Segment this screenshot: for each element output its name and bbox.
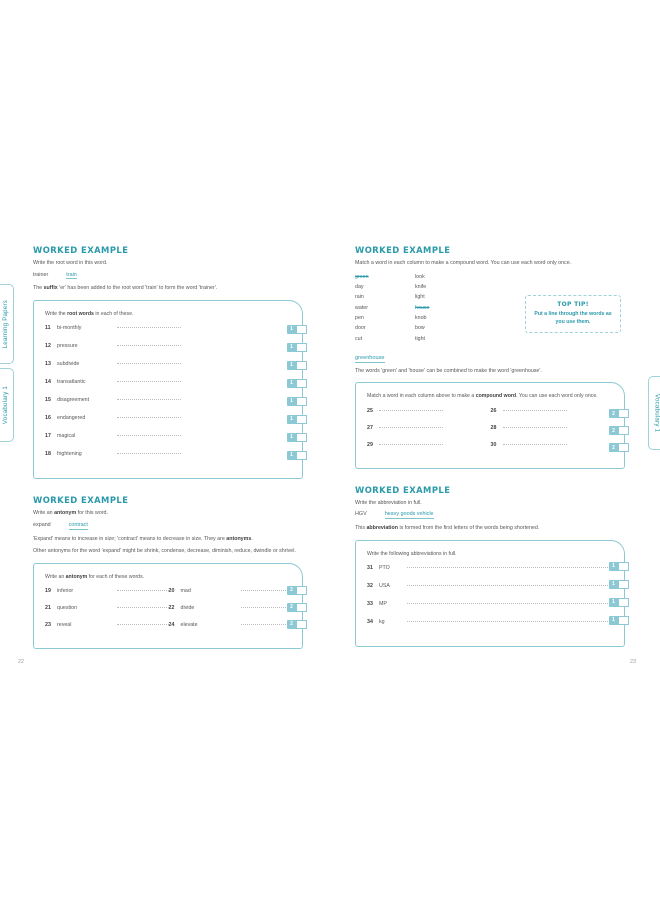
question-number: 11 bbox=[45, 325, 51, 332]
question-cell bbox=[367, 425, 491, 431]
score-tab bbox=[287, 451, 307, 460]
top-tip-body: Put a line through the words as you use them. bbox=[534, 311, 612, 326]
panel-instruction: Write an antonym for each of these words. bbox=[45, 573, 145, 580]
worked-example-answer: greenhouse bbox=[355, 355, 385, 362]
panel-instruction: Write the following abbreviations in full. bbox=[367, 550, 457, 557]
score-mark: 1 bbox=[609, 562, 618, 571]
question-row bbox=[45, 415, 292, 433]
worked-example-heading: WORKED EXAMPLE bbox=[33, 495, 129, 506]
score-tab bbox=[609, 616, 629, 625]
question-row bbox=[45, 433, 292, 451]
question-row bbox=[45, 325, 292, 343]
question-cell bbox=[45, 588, 169, 594]
question-word: frightening bbox=[57, 451, 82, 458]
answer-line[interactable] bbox=[117, 606, 169, 608]
question-row bbox=[45, 605, 292, 622]
right-page-column bbox=[355, 245, 625, 647]
answer-line[interactable] bbox=[503, 426, 567, 428]
score-box[interactable] bbox=[296, 415, 307, 424]
question-word: divide bbox=[180, 605, 195, 612]
answer-line[interactable] bbox=[117, 452, 181, 454]
score-tab bbox=[287, 620, 307, 629]
answer-line[interactable] bbox=[117, 362, 181, 364]
answer-line[interactable] bbox=[117, 623, 169, 625]
score-mark: 2 bbox=[287, 620, 296, 629]
worked-example-explanation: This abbreviation is formed from the first letters of the words being shortened. bbox=[355, 524, 540, 531]
score-tab bbox=[609, 580, 629, 589]
score-mark: 2 bbox=[609, 443, 618, 452]
score-box[interactable] bbox=[296, 325, 307, 334]
side-tab-vocabulary-right-label: Vocabulary 1 bbox=[653, 393, 660, 433]
score-tab bbox=[609, 598, 629, 607]
question-cell bbox=[491, 442, 615, 448]
word-left[interactable]: day bbox=[355, 284, 364, 291]
question-number: 29 bbox=[367, 441, 373, 448]
question-number: 20 bbox=[168, 588, 175, 595]
question-word: mad bbox=[180, 588, 191, 595]
question-cell bbox=[491, 408, 615, 414]
side-tab-learning-papers[interactable] bbox=[0, 284, 14, 364]
score-mark: 1 bbox=[287, 325, 296, 334]
word-pair-row bbox=[355, 272, 625, 282]
score-box[interactable] bbox=[618, 409, 629, 418]
section-root-words bbox=[33, 245, 303, 479]
score-mark: 1 bbox=[609, 580, 618, 589]
question-list bbox=[45, 588, 292, 639]
score-tab bbox=[287, 586, 307, 595]
worked-example-pair bbox=[33, 272, 303, 280]
word-right[interactable]: knife bbox=[415, 284, 427, 291]
word-right[interactable]: house bbox=[415, 304, 430, 311]
question-word: question bbox=[57, 605, 78, 612]
worked-example-instruction: Match a word in each column to make a compound word. You can use each word only once. bbox=[355, 260, 572, 266]
score-box[interactable] bbox=[296, 361, 307, 370]
answer-line[interactable] bbox=[503, 443, 567, 445]
score-mark: 1 bbox=[609, 616, 618, 625]
score-box[interactable] bbox=[296, 379, 307, 388]
worked-example-explanation: The suffix 'er' has been added to the root word 'train' to form the word 'trainer'. bbox=[33, 285, 218, 292]
panel-instruction: Match a word in each column above to make a compound word. You can use each word only once. bbox=[367, 393, 598, 400]
word-left[interactable]: rain bbox=[355, 294, 364, 301]
answer-line[interactable] bbox=[117, 380, 181, 382]
score-tab bbox=[287, 379, 307, 388]
question-number: 34 bbox=[367, 618, 373, 625]
answer-panel-abbreviations bbox=[355, 540, 625, 647]
question-number: 15 bbox=[45, 397, 51, 404]
score-tab bbox=[287, 397, 307, 406]
question-number: 18 bbox=[45, 451, 51, 458]
worked-example-explanation-1: 'Expand' means to increase in size; 'contract' means to decrease in size. They are antonyms. bbox=[33, 535, 253, 542]
score-box[interactable] bbox=[296, 433, 307, 442]
score-mark: 1 bbox=[287, 415, 296, 424]
score-mark: 1 bbox=[287, 379, 296, 388]
question-word: bi-monthly bbox=[57, 325, 82, 332]
question-number: 30 bbox=[490, 441, 497, 448]
worked-example-question: expand bbox=[33, 522, 51, 529]
question-word: PTO bbox=[379, 564, 390, 571]
side-tab-vocabulary-left-label: Vocabulary 1 bbox=[1, 385, 9, 425]
score-box[interactable] bbox=[618, 580, 629, 589]
word-left[interactable]: water bbox=[355, 304, 368, 311]
question-word: disagreement bbox=[57, 397, 90, 404]
score-mark: 1 bbox=[609, 598, 618, 607]
score-tab bbox=[609, 426, 629, 435]
answer-line[interactable] bbox=[379, 409, 443, 411]
question-row bbox=[45, 622, 292, 639]
question-number: 31 bbox=[367, 564, 373, 571]
question-number: 14 bbox=[45, 379, 51, 386]
score-box[interactable] bbox=[618, 616, 629, 625]
score-box[interactable] bbox=[618, 562, 629, 571]
answer-line[interactable] bbox=[407, 602, 614, 604]
word-pair-row bbox=[355, 282, 625, 292]
answer-line[interactable] bbox=[117, 589, 169, 591]
word-right[interactable]: look bbox=[415, 273, 425, 280]
answer-line[interactable] bbox=[241, 589, 293, 591]
answer-panel-antonyms bbox=[33, 563, 303, 649]
side-tab-learning-papers-label: Learning Papers bbox=[1, 299, 9, 349]
top-tip-callout bbox=[525, 295, 621, 333]
answer-line[interactable] bbox=[407, 584, 614, 586]
question-number: 23 bbox=[45, 622, 51, 629]
question-cell bbox=[169, 622, 293, 628]
answer-line[interactable] bbox=[117, 344, 181, 346]
question-word: magical bbox=[57, 433, 76, 440]
question-number: 28 bbox=[490, 424, 497, 431]
worked-example-instruction: Write the root word in this word. bbox=[33, 260, 108, 266]
question-row bbox=[367, 408, 614, 425]
score-mark: 1 bbox=[287, 451, 296, 460]
answer-line[interactable] bbox=[503, 409, 567, 411]
question-list bbox=[367, 565, 614, 637]
word-right[interactable]: knob bbox=[415, 315, 427, 322]
answer-line[interactable] bbox=[241, 606, 293, 608]
question-number: 22 bbox=[168, 605, 175, 612]
worked-example-instruction: Write an antonym for this word. bbox=[33, 510, 108, 517]
question-row bbox=[367, 601, 614, 619]
question-number: 16 bbox=[45, 415, 51, 422]
answer-panel-root-words bbox=[33, 300, 303, 479]
section-antonyms bbox=[33, 495, 303, 649]
question-row bbox=[45, 588, 292, 605]
left-page-column bbox=[33, 245, 303, 649]
question-number: 19 bbox=[45, 588, 51, 595]
worked-example-heading: WORKED EXAMPLE bbox=[33, 245, 129, 255]
word-right[interactable]: tight bbox=[415, 335, 426, 342]
answer-line[interactable] bbox=[407, 566, 614, 568]
score-mark: 1 bbox=[287, 343, 296, 352]
question-row bbox=[45, 397, 292, 415]
question-word: kg bbox=[379, 618, 385, 625]
top-tip-title: TOP TIP! bbox=[557, 301, 589, 308]
worked-example-pair bbox=[33, 522, 303, 530]
question-number: 25 bbox=[367, 407, 373, 414]
question-row bbox=[367, 425, 614, 442]
worked-example-question: HGV bbox=[355, 511, 367, 518]
score-tab bbox=[609, 562, 629, 571]
word-left[interactable]: cut bbox=[355, 335, 363, 342]
question-row bbox=[45, 379, 292, 397]
score-tab bbox=[287, 415, 307, 424]
question-number: 17 bbox=[45, 433, 51, 440]
question-word: inferior bbox=[57, 588, 74, 595]
score-box[interactable] bbox=[618, 443, 629, 452]
score-mark: 2 bbox=[287, 586, 296, 595]
score-box[interactable] bbox=[296, 397, 307, 406]
question-row bbox=[45, 451, 292, 469]
answer-line[interactable] bbox=[117, 326, 181, 328]
section-compound-words bbox=[355, 245, 625, 469]
answer-line[interactable] bbox=[241, 623, 293, 625]
question-list bbox=[45, 325, 292, 469]
score-box[interactable] bbox=[296, 586, 307, 595]
page-number-right: 23 bbox=[630, 659, 636, 665]
question-row bbox=[45, 361, 292, 379]
section-abbreviations bbox=[355, 485, 625, 647]
word-left[interactable]: pen bbox=[355, 315, 364, 322]
score-box[interactable] bbox=[296, 603, 307, 612]
question-cell bbox=[169, 588, 293, 594]
score-mark: 1 bbox=[287, 433, 296, 442]
question-cell bbox=[367, 442, 491, 448]
question-word: elevate bbox=[180, 622, 198, 629]
score-box[interactable] bbox=[618, 598, 629, 607]
answer-line[interactable] bbox=[379, 426, 443, 428]
score-box[interactable] bbox=[296, 451, 307, 460]
worked-example-pair bbox=[355, 511, 625, 519]
question-row bbox=[367, 565, 614, 583]
score-box[interactable] bbox=[296, 343, 307, 352]
worked-example-heading: WORKED EXAMPLE bbox=[355, 245, 451, 255]
worked-example-answer: heavy goods vehicle bbox=[384, 511, 434, 518]
question-cell bbox=[45, 622, 169, 628]
score-mark: 2 bbox=[287, 603, 296, 612]
question-number: 13 bbox=[45, 361, 51, 368]
word-pair-row bbox=[355, 334, 625, 344]
score-box[interactable] bbox=[618, 426, 629, 435]
question-word: USA bbox=[379, 582, 390, 589]
question-cell bbox=[169, 605, 293, 611]
score-tab bbox=[287, 603, 307, 612]
answer-line[interactable] bbox=[407, 620, 614, 622]
worked-example-answer: contract bbox=[68, 522, 88, 529]
question-row bbox=[367, 583, 614, 601]
question-number: 33 bbox=[367, 600, 373, 607]
answer-line[interactable] bbox=[117, 398, 181, 400]
score-mark: 1 bbox=[287, 397, 296, 406]
side-tab-vocabulary-left[interactable] bbox=[0, 368, 14, 442]
panel-instruction: Write the root words in each of these. bbox=[45, 310, 134, 317]
question-word: transatlantic bbox=[57, 379, 86, 386]
score-tab bbox=[609, 409, 629, 418]
worked-example-explanation: The words 'green' and 'house' can be combined to make the word 'greenhouse'. bbox=[355, 367, 542, 374]
question-cell bbox=[491, 425, 615, 431]
question-number: 24 bbox=[168, 622, 175, 629]
question-word: endangered bbox=[57, 415, 86, 422]
score-box[interactable] bbox=[296, 620, 307, 629]
answer-line[interactable] bbox=[117, 416, 181, 418]
worked-example-answer: train bbox=[66, 271, 77, 278]
word-left[interactable]: door bbox=[355, 325, 366, 332]
word-left[interactable]: green bbox=[355, 273, 369, 280]
worked-example-heading: WORKED EXAMPLE bbox=[355, 484, 451, 495]
question-row bbox=[367, 619, 614, 637]
question-number: 21 bbox=[45, 605, 51, 612]
worked-example-question: trainer bbox=[33, 271, 49, 278]
score-mark: 2 bbox=[609, 409, 618, 418]
answer-line[interactable] bbox=[379, 443, 443, 445]
worked-example-instruction: Write the abbreviation in full. bbox=[355, 499, 422, 506]
page-number-left: 22 bbox=[18, 659, 24, 665]
score-mark: 2 bbox=[609, 426, 618, 435]
score-tab bbox=[287, 433, 307, 442]
worked-example-explanation-2: Other antonyms for the word 'expand' might be shrink, condense, decrease, diminish, reduce, dwindle or shrivel. bbox=[33, 548, 296, 555]
score-mark: 1 bbox=[287, 361, 296, 370]
question-list bbox=[367, 408, 614, 459]
question-cell bbox=[45, 605, 169, 611]
question-cell bbox=[367, 408, 491, 414]
question-row bbox=[45, 343, 292, 361]
question-row bbox=[367, 442, 614, 459]
question-word: subdivide bbox=[57, 361, 80, 368]
word-right[interactable]: bow bbox=[415, 325, 425, 332]
question-number: 32 bbox=[367, 582, 373, 589]
question-number: 26 bbox=[490, 407, 497, 414]
score-tab bbox=[287, 325, 307, 334]
score-tab bbox=[609, 443, 629, 452]
question-word: pressure bbox=[57, 343, 78, 350]
question-number: 27 bbox=[367, 424, 373, 431]
answer-line[interactable] bbox=[117, 434, 181, 436]
score-tab bbox=[287, 343, 307, 352]
side-tab-vocabulary-right[interactable] bbox=[648, 376, 660, 450]
word-right[interactable]: light bbox=[415, 294, 425, 301]
score-tab bbox=[287, 361, 307, 370]
question-word: MP bbox=[379, 600, 387, 607]
question-number: 12 bbox=[45, 343, 51, 350]
answer-panel-compound-words bbox=[355, 382, 625, 468]
question-word: reveal bbox=[57, 622, 72, 629]
